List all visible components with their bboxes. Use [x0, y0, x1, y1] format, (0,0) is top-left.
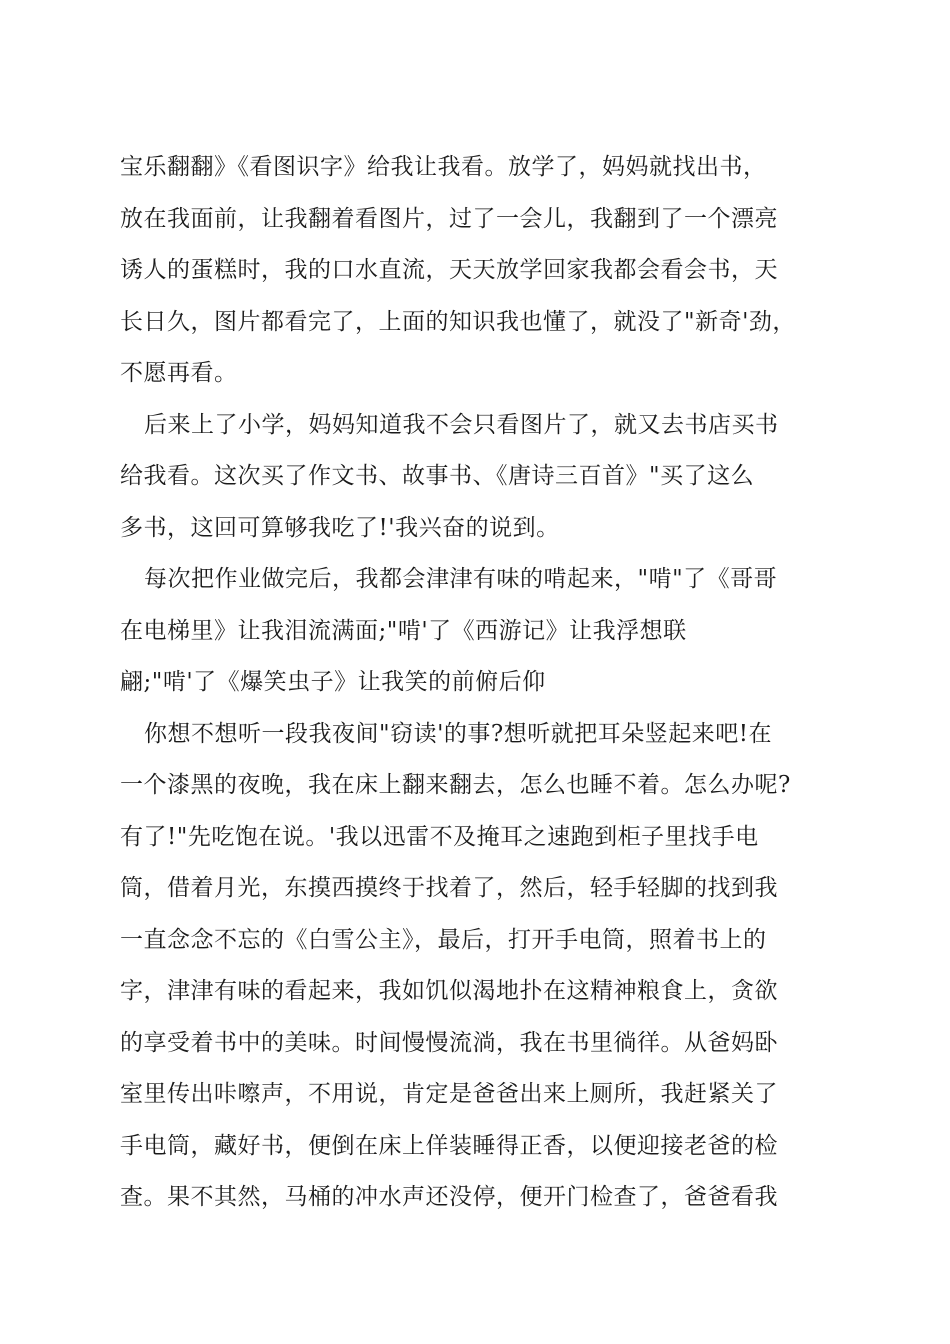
- text-line: 字，津津有味的看起来，我如饥似渴地扑在这精神粮食上，贪欲: [120, 978, 778, 1004]
- text-line: 室里传出咔嚓声，不用说，肯定是爸爸出来上厕所，我赶紧关了: [120, 1081, 778, 1107]
- paragraph-start-line: 你想不想听一段我夜间"窃读'的事?想听就把耳朵竖起来吧!在: [144, 720, 772, 747]
- body-text: [120, 142, 840, 1224]
- text-line: 放在我面前，让我翻着看图片，过了一会儿，我翻到了一个漂亮: [120, 205, 778, 232]
- text-line: 多书，这回可算够我吃了!'我兴奋的说到。: [120, 514, 560, 541]
- text-line: 有了!"先吃饱在说。'我以迅雷不及掩耳之速跑到柜子里找手电: [120, 823, 759, 850]
- paragraph-start-line: 后来上了小学，妈妈知道我不会只看图片了，就又去书店买书: [144, 411, 779, 438]
- text-line: 翩;"啃'了《爆笑虫子》让我笑的前俯后仰: [120, 669, 546, 695]
- text-line: 的享受着书中的美味。时间慢慢流淌，我在书里徜徉。从爸妈卧: [120, 1029, 778, 1056]
- text-line: 一直念念不忘的《白雪公主》，最后，打开手电筒，照着书上的: [120, 926, 767, 953]
- text-line: 长日久，图片都看完了，上面的知识我也懂了，就没了"新奇'劲，: [120, 308, 796, 335]
- text-line: 手电筒，藏好书，便倒在床上佯装睡得正香，以便迎接老爸的检: [120, 1132, 778, 1159]
- text-line: 诱人的蛋糕时，我的口水直流，天天放学回家我都会看会书，天: [120, 257, 778, 283]
- text-line: 不愿再看。: [120, 360, 238, 386]
- paragraph-start-line: 每次把作业做完后，我都会津津有味的啃起来，"啃"了《哥哥: [144, 566, 778, 592]
- text-line: 筒，借着月光，东摸西摸终于找着了，然后，轻手轻脚的找到我: [120, 875, 778, 901]
- text-line: 宝乐翻翻》《看图识字》给我让我看。放学了，妈妈就找出书，: [120, 154, 767, 180]
- text-line: 查。果不其然，马桶的冲水声还没停，便开门检查了，爸爸看我: [120, 1184, 778, 1210]
- text-line: 一个漆黑的夜晚，我在床上翻来翻去，怎么也睡不着。怎么办呢?: [120, 772, 791, 798]
- text-line: 在电梯里》让我泪流满面;"啃'了《西游记》让我浮想联: [120, 617, 687, 644]
- text-line: 给我看。这次买了作文书、故事书、《唐诗三百首》"买了这么: [120, 463, 755, 489]
